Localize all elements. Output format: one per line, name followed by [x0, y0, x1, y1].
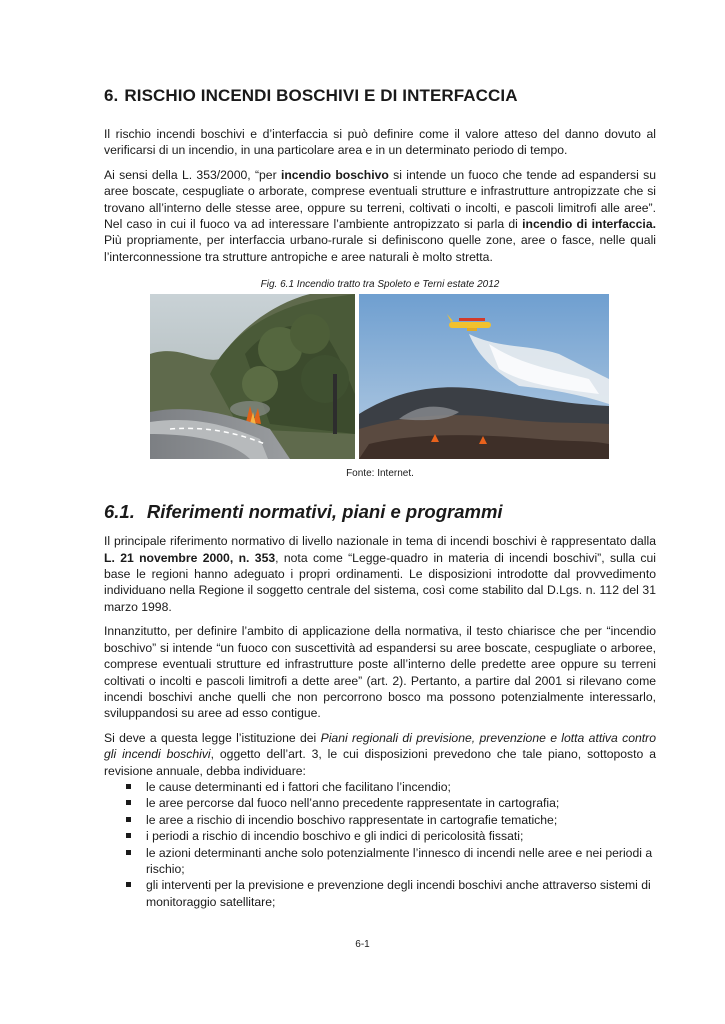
bullet-square-icon [126, 882, 131, 887]
list-item [104, 877, 656, 910]
list-item [104, 812, 656, 828]
bullet-square-icon [126, 800, 131, 805]
law-text-1: Ai sensi della L. 353/2000, “per [104, 167, 281, 182]
photo-water-bomber [359, 294, 609, 459]
term-incendio-boschivo: incendio boschivo [280, 167, 389, 182]
list-item-text: le aree a rischio di incendio boschivo rappresentate in cartografie tematiche; [146, 812, 558, 827]
law-definition-paragraph [104, 167, 656, 265]
s1-text-2: , nota come “Legge-quadro in materia di incendi boschivi”, sulla cui base le regioni hanno adeguato i propri ordinamenti. Le disposizioni introdotte dal provvedimento individuano nella Regione il soggetto centrale del sistema, così come stabilito dal D.Lgs. n. 112 del 31 marzo 1998. [104, 550, 656, 614]
list-item [104, 828, 656, 844]
section-paragraph-3 [104, 730, 656, 779]
plan-title: Piani regionali di previsione, prevenzione e lotta attiva contro gli incendi boschivi [104, 730, 656, 762]
section-heading [104, 501, 656, 523]
law-text-3: Più propriamente, per interfaccia urbano-rurale si definiscono quelle zone, aree o fasce, nelle quali l’interconnessione tra strutture antropiche e aree naturali è molto stretta. [104, 233, 656, 264]
section-paragraph-1 [104, 533, 656, 615]
intro-paragraph: Il rischio incendi boschivi e d’interfaccia si può definire come il valore atteso del danno dovuto al verificarsi di un incendio, in una particolare area e in un determinato periodo di tempo. [104, 127, 656, 158]
bullet-square-icon [126, 833, 131, 838]
term-incendio-interfaccia: incendio di interfaccia. [522, 217, 656, 232]
law-text-2: si intende un fuoco che tende ad espandersi su aree boscate, cespugliate o arborate, comprese eventuali strutture e infrastrutture antropizzate che si trovano all’interno delle stesse aree, oppure su terreni, coltivati o incolti, e pascoli limitrofi alle aree”. Nel caso in cui il fuoco va ad interessare l’ambiente antropizzato si parla di [104, 167, 656, 232]
requirements-list [104, 779, 656, 910]
figure-source: Fonte: Internet. [346, 468, 414, 480]
figure-caption: Fig. 6.1 Incendio tratto tra Spoleto e Terni estate 2012 [260, 279, 500, 291]
chapter-title: RISCHIO INCENDI BOSCHIVI E DI INTERFACCIA [124, 86, 518, 105]
chapter-number: 6. [104, 86, 119, 105]
bullet-square-icon [126, 850, 131, 855]
list-item-text: gli interventi per la previsione e prevenzione degli incendi boschivi anche attraverso sistemi di monitoraggio satellitare; [146, 878, 651, 909]
page-content [104, 86, 656, 910]
bullet-square-icon [126, 817, 131, 822]
law-reference: L. 21 novembre 2000, n. 353 [104, 550, 276, 565]
photo-fire-roadside [150, 294, 355, 459]
list-item [104, 795, 656, 811]
list-item [104, 779, 656, 795]
chapter-heading [104, 86, 656, 106]
section-number: 6.1. [104, 501, 135, 523]
section-paragraph-2: Innanzitutto, per definire l’ambito di applicazione della normativa, il testo chiarisce che per “incendio boschivo” si intende “un fuoco con suscettività ad espandersi su aree boscate, cespugliate o arboree, comprese eventuali strutture ed infrastrutture poste all’interno delle predette aree oppure su terreni coltivati o incolti e pascoli limitrofi a dette aree” (art. 2). Pertanto, a partire dal 2001 si rilevano come incendi boschivi anche quelli che non percorrono bosco ma possono potenzialmente interessarlo, sviluppandosi su aree ad esso contigue. [104, 624, 656, 721]
s3-text-1: Si deve a questa legge l’istituzione dei [104, 730, 321, 745]
s1-text-1: Il principale riferimento normativo di livello nazionale in tema di incendi boschivi è rappresentato dalla [104, 534, 656, 549]
s3-text-2: , oggetto dell’art. 3, le cui disposizioni prevedono che tale piano, sottoposto a revisione annuale, debba individuare: [104, 747, 656, 778]
list-item-text: le azioni determinanti anche solo potenzialmente l’innesco di incendi nelle aree e nei periodi a rischio; [146, 845, 653, 876]
section-title: Riferimenti normativi, piani e programmi [146, 501, 503, 523]
list-item-text: i periodi a rischio di incendio boschivo e gli indici di pericolosità fissati; [146, 829, 524, 844]
list-item-text: le cause determinanti ed i fattori che facilitano l’incendio; [146, 779, 451, 794]
list-item-text: le aree percorse dal fuoco nell’anno precedente rappresentate in cartografia; [146, 796, 560, 811]
figure-photos [104, 294, 656, 466]
page-number: 6-1 [355, 939, 370, 950]
bullet-square-icon [126, 784, 131, 789]
list-item [104, 845, 656, 878]
